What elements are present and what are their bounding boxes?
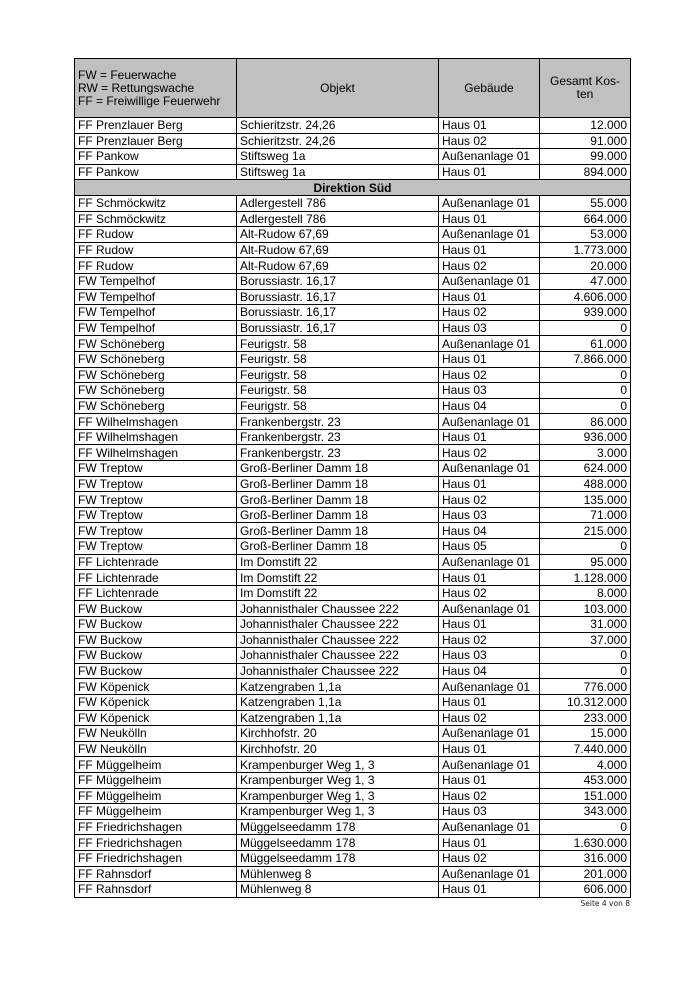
table-row — [75, 850, 631, 866]
table-row — [75, 351, 631, 367]
cell-wache: FF Lichtenrade — [75, 570, 237, 586]
table-row — [75, 211, 631, 227]
cell-kosten: 151.000 — [540, 788, 631, 804]
cell-wache: FF Wilhelmshagen — [75, 429, 237, 445]
page-number: Seite 4 von 8 — [580, 899, 630, 908]
cell-gebaeude: Haus 01 — [439, 882, 540, 898]
header-objekt: Objekt — [237, 59, 439, 118]
cell-wache: FW Buckow — [75, 601, 237, 617]
table-row — [75, 819, 631, 835]
cell-gebaeude: Außenanlage 01 — [439, 819, 540, 835]
cell-wache: FF Pankow — [75, 164, 237, 180]
table-row — [75, 694, 631, 710]
table-row — [75, 726, 631, 742]
cell-objekt: Im Domstift 22 — [237, 554, 439, 570]
cell-gebaeude: Haus 03 — [439, 320, 540, 336]
cell-objekt: Groß-Berliner Damm 18 — [237, 507, 439, 523]
cell-objekt: Johannisthaler Chaussee 222 — [237, 617, 439, 633]
cell-wache: FW Treptow — [75, 539, 237, 555]
cell-wache: FF Pankow — [75, 149, 237, 165]
cell-wache: FF Lichtenrade — [75, 554, 237, 570]
cell-wache: FF Friedrichshagen — [75, 850, 237, 866]
cell-kosten: 0 — [540, 539, 631, 555]
cell-kosten: 1.773.000 — [540, 242, 631, 258]
cell-objekt: Stiftsweg 1a — [237, 164, 439, 180]
cell-kosten: 664.000 — [540, 211, 631, 227]
cell-kosten: 0 — [540, 663, 631, 679]
cell-objekt: Borussiastr. 16,17 — [237, 305, 439, 321]
cell-objekt: Johannisthaler Chaussee 222 — [237, 663, 439, 679]
cell-wache: FF Rahnsdorf — [75, 866, 237, 882]
cell-wache: FW Treptow — [75, 476, 237, 492]
cell-objekt: Adlergestell 786 — [237, 195, 439, 211]
cell-wache: FF Müggelheim — [75, 772, 237, 788]
cell-wache: FF Rahnsdorf — [75, 882, 237, 898]
cell-kosten: 201.000 — [540, 866, 631, 882]
cell-gebaeude: Haus 02 — [439, 133, 540, 149]
cell-gebaeude: Außenanlage 01 — [439, 149, 540, 165]
cell-gebaeude: Außenanlage 01 — [439, 273, 540, 289]
cell-objekt: Adlergestell 786 — [237, 211, 439, 227]
cell-wache: FF Schmöckwitz — [75, 195, 237, 211]
cell-objekt: Müggelseedamm 178 — [237, 850, 439, 866]
cell-gebaeude: Außenanlage 01 — [439, 336, 540, 352]
table-row — [75, 476, 631, 492]
cell-objekt: Feurigstr. 58 — [237, 336, 439, 352]
cell-kosten: 86.000 — [540, 414, 631, 430]
cell-objekt: Groß-Berliner Damm 18 — [237, 476, 439, 492]
cell-gebaeude: Haus 01 — [439, 429, 540, 445]
cell-gebaeude: Haus 02 — [439, 258, 540, 274]
table-row — [75, 336, 631, 352]
cell-wache: FF Prenzlauer Berg — [75, 133, 237, 149]
cell-objekt: Krampenburger Weg 1, 3 — [237, 804, 439, 820]
cell-gebaeude: Außenanlage 01 — [439, 227, 540, 243]
cell-kosten: 624.000 — [540, 461, 631, 477]
cell-objekt: Im Domstift 22 — [237, 585, 439, 601]
table-row — [75, 164, 631, 180]
table-row — [75, 118, 631, 134]
cell-kosten: 15.000 — [540, 726, 631, 742]
cell-wache: FW Treptow — [75, 492, 237, 508]
cell-gebaeude: Haus 04 — [439, 663, 540, 679]
cell-objekt: Müggelseedamm 178 — [237, 835, 439, 851]
header-legend — [75, 59, 237, 118]
cell-objekt: Johannisthaler Chaussee 222 — [237, 601, 439, 617]
cell-gebaeude: Haus 01 — [439, 242, 540, 258]
cell-wache: FF Schmöckwitz — [75, 211, 237, 227]
cell-objekt: Groß-Berliner Damm 18 — [237, 492, 439, 508]
cell-objekt: Groß-Berliner Damm 18 — [237, 523, 439, 539]
cell-kosten: 0 — [540, 367, 631, 383]
table-row — [75, 866, 631, 882]
cell-objekt: Kirchhofstr. 20 — [237, 726, 439, 742]
cell-wache: FF Müggelheim — [75, 804, 237, 820]
table-row — [75, 461, 631, 477]
cell-gebaeude: Außenanlage 01 — [439, 601, 540, 617]
cell-gebaeude: Haus 04 — [439, 523, 540, 539]
cell-kosten: 12.000 — [540, 118, 631, 134]
cell-kosten: 936.000 — [540, 429, 631, 445]
cell-wache: FF Rudow — [75, 227, 237, 243]
cell-gebaeude: Außenanlage 01 — [439, 554, 540, 570]
cell-gebaeude: Außenanlage 01 — [439, 726, 540, 742]
cell-objekt: Feurigstr. 58 — [237, 383, 439, 399]
cell-gebaeude: Außenanlage 01 — [439, 757, 540, 773]
cell-objekt: Krampenburger Weg 1, 3 — [237, 757, 439, 773]
table-row — [75, 320, 631, 336]
cell-wache: FW Tempelhof — [75, 320, 237, 336]
cell-kosten: 606.000 — [540, 882, 631, 898]
cell-gebaeude: Haus 02 — [439, 492, 540, 508]
cell-objekt: Schieritzstr. 24,26 — [237, 133, 439, 149]
legend-line-ff: FF = Freiwillige Feuerwehr — [78, 93, 221, 108]
cell-wache: FW Neukölln — [75, 741, 237, 757]
cell-kosten: 0 — [540, 819, 631, 835]
table-row — [75, 273, 631, 289]
cell-gebaeude: Haus 02 — [439, 632, 540, 648]
cell-wache: FF Prenzlauer Berg — [75, 118, 237, 134]
cell-kosten: 0 — [540, 383, 631, 399]
section-header-row — [75, 180, 631, 196]
cell-wache: FW Buckow — [75, 632, 237, 648]
table-row — [75, 227, 631, 243]
table-row — [75, 617, 631, 633]
table-row — [75, 367, 631, 383]
table-header-row — [75, 59, 631, 118]
cell-gebaeude: Haus 01 — [439, 772, 540, 788]
cell-gebaeude: Haus 02 — [439, 585, 540, 601]
cell-objekt: Groß-Berliner Damm 18 — [237, 539, 439, 555]
cell-objekt: Katzengraben 1,1a — [237, 710, 439, 726]
cell-kosten: 7.440.000 — [540, 741, 631, 757]
cell-kosten: 135.000 — [540, 492, 631, 508]
cell-kosten: 939.000 — [540, 305, 631, 321]
table-row — [75, 492, 631, 508]
header-kosten: Gesamt Kos-ten — [540, 59, 631, 118]
cell-gebaeude: Haus 01 — [439, 570, 540, 586]
table-row — [75, 289, 631, 305]
cell-gebaeude: Außenanlage 01 — [439, 461, 540, 477]
cell-wache: FF Müggelheim — [75, 788, 237, 804]
table-row — [75, 757, 631, 773]
table-row — [75, 539, 631, 555]
table-row — [75, 663, 631, 679]
cell-objekt: Frankenbergstr. 23 — [237, 445, 439, 461]
table-row — [75, 601, 631, 617]
table-row — [75, 507, 631, 523]
cell-kosten: 55.000 — [540, 195, 631, 211]
cell-gebaeude: Haus 03 — [439, 383, 540, 399]
cell-wache: FF Wilhelmshagen — [75, 414, 237, 430]
cell-gebaeude: Haus 02 — [439, 710, 540, 726]
cell-objekt: Borussiastr. 16,17 — [237, 320, 439, 336]
cell-wache: FF Friedrichshagen — [75, 819, 237, 835]
cell-objekt: Kirchhofstr. 20 — [237, 741, 439, 757]
cell-kosten: 47.000 — [540, 273, 631, 289]
cell-kosten: 1.128.000 — [540, 570, 631, 586]
cell-kosten: 99.000 — [540, 149, 631, 165]
cell-wache: FW Schöneberg — [75, 383, 237, 399]
cell-wache: FW Buckow — [75, 617, 237, 633]
cell-gebaeude: Haus 01 — [439, 351, 540, 367]
cell-kosten: 1.630.000 — [540, 835, 631, 851]
cell-kosten: 103.000 — [540, 601, 631, 617]
cell-objekt: Katzengraben 1,1a — [237, 679, 439, 695]
cell-objekt: Feurigstr. 58 — [237, 367, 439, 383]
cell-kosten: 776.000 — [540, 679, 631, 695]
table-row — [75, 788, 631, 804]
cell-gebaeude: Haus 03 — [439, 507, 540, 523]
cell-wache: FW Schöneberg — [75, 398, 237, 414]
cell-wache: FF Rudow — [75, 258, 237, 274]
cell-gebaeude: Haus 01 — [439, 476, 540, 492]
cell-kosten: 53.000 — [540, 227, 631, 243]
cell-wache: FF Müggelheim — [75, 757, 237, 773]
cell-objekt: Mühlenweg 8 — [237, 882, 439, 898]
cell-wache: FW Buckow — [75, 648, 237, 664]
cell-kosten: 10.312.000 — [540, 694, 631, 710]
cell-gebaeude: Haus 02 — [439, 445, 540, 461]
cell-objekt: Frankenbergstr. 23 — [237, 429, 439, 445]
table-row — [75, 523, 631, 539]
table-row — [75, 258, 631, 274]
cell-gebaeude: Haus 02 — [439, 850, 540, 866]
cell-wache: FW Tempelhof — [75, 289, 237, 305]
cell-objekt: Krampenburger Weg 1, 3 — [237, 788, 439, 804]
table-row — [75, 632, 631, 648]
cell-objekt: Katzengraben 1,1a — [237, 694, 439, 710]
cell-kosten: 20.000 — [540, 258, 631, 274]
cell-objekt: Feurigstr. 58 — [237, 351, 439, 367]
cell-wache: FW Neukölln — [75, 726, 237, 742]
cell-kosten: 215.000 — [540, 523, 631, 539]
cell-objekt: Frankenbergstr. 23 — [237, 414, 439, 430]
cell-gebaeude: Außenanlage 01 — [439, 195, 540, 211]
cell-kosten: 95.000 — [540, 554, 631, 570]
table-row — [75, 648, 631, 664]
cell-gebaeude: Haus 03 — [439, 804, 540, 820]
cell-kosten: 91.000 — [540, 133, 631, 149]
cell-kosten: 453.000 — [540, 772, 631, 788]
cell-objekt: Alt-Rudow 67,69 — [237, 258, 439, 274]
cell-objekt: Johannisthaler Chaussee 222 — [237, 648, 439, 664]
cell-gebaeude: Haus 01 — [439, 289, 540, 305]
cell-gebaeude: Haus 03 — [439, 648, 540, 664]
table-row — [75, 554, 631, 570]
cell-gebaeude: Haus 01 — [439, 694, 540, 710]
cell-wache: FW Buckow — [75, 663, 237, 679]
cell-gebaeude: Außenanlage 01 — [439, 866, 540, 882]
table-row — [75, 398, 631, 414]
cell-gebaeude: Haus 01 — [439, 741, 540, 757]
cell-kosten: 71.000 — [540, 507, 631, 523]
table-row — [75, 882, 631, 898]
table-row — [75, 445, 631, 461]
cell-objekt: Müggelseedamm 178 — [237, 819, 439, 835]
cell-gebaeude: Haus 01 — [439, 835, 540, 851]
table-row — [75, 383, 631, 399]
table-row — [75, 195, 631, 211]
cell-wache: FW Tempelhof — [75, 305, 237, 321]
table-row — [75, 414, 631, 430]
cell-objekt: Borussiastr. 16,17 — [237, 273, 439, 289]
table-row — [75, 149, 631, 165]
cell-wache: FW Schöneberg — [75, 367, 237, 383]
cell-objekt: Stiftsweg 1a — [237, 149, 439, 165]
cell-gebaeude: Haus 01 — [439, 617, 540, 633]
cell-objekt: Groß-Berliner Damm 18 — [237, 461, 439, 477]
cell-objekt: Borussiastr. 16,17 — [237, 289, 439, 305]
cell-kosten: 4.606.000 — [540, 289, 631, 305]
cell-kosten: 3.000 — [540, 445, 631, 461]
cell-wache: FF Friedrichshagen — [75, 835, 237, 851]
cell-objekt: Schieritzstr. 24,26 — [237, 118, 439, 134]
header-gebaeude: Gebäude — [439, 59, 540, 118]
cell-kosten: 316.000 — [540, 850, 631, 866]
cell-wache: FF Wilhelmshagen — [75, 445, 237, 461]
cell-objekt: Johannisthaler Chaussee 222 — [237, 632, 439, 648]
cell-wache: FW Treptow — [75, 523, 237, 539]
cell-gebaeude: Haus 02 — [439, 367, 540, 383]
table-row — [75, 133, 631, 149]
cell-kosten: 61.000 — [540, 336, 631, 352]
table-row — [75, 679, 631, 695]
cell-kosten: 894.000 — [540, 164, 631, 180]
cell-kosten: 31.000 — [540, 617, 631, 633]
cell-kosten: 488.000 — [540, 476, 631, 492]
cell-wache: FW Treptow — [75, 461, 237, 477]
table-row — [75, 570, 631, 586]
cell-wache: FW Schöneberg — [75, 336, 237, 352]
cell-kosten: 37.000 — [540, 632, 631, 648]
cell-wache: FW Schöneberg — [75, 351, 237, 367]
cell-wache: FW Köpenick — [75, 694, 237, 710]
cell-kosten: 8.000 — [540, 585, 631, 601]
cell-gebaeude: Haus 01 — [439, 164, 540, 180]
table-row — [75, 804, 631, 820]
table-row — [75, 429, 631, 445]
table-row — [75, 585, 631, 601]
cell-gebaeude: Außenanlage 01 — [439, 414, 540, 430]
legend-line-rw: RW = Rettungswache — [78, 80, 195, 95]
table-row — [75, 710, 631, 726]
section-title: Direktion Süd — [75, 180, 631, 196]
cell-objekt: Im Domstift 22 — [237, 570, 439, 586]
cell-gebaeude: Haus 02 — [439, 788, 540, 804]
cell-objekt: Feurigstr. 58 — [237, 398, 439, 414]
cell-kosten: 0 — [540, 320, 631, 336]
cell-kosten: 0 — [540, 398, 631, 414]
cell-kosten: 233.000 — [540, 710, 631, 726]
cell-gebaeude: Haus 01 — [439, 211, 540, 227]
cell-objekt: Alt-Rudow 67,69 — [237, 242, 439, 258]
table-row — [75, 741, 631, 757]
cell-objekt: Mühlenweg 8 — [237, 866, 439, 882]
cell-objekt: Krampenburger Weg 1, 3 — [237, 772, 439, 788]
cell-gebaeude: Außenanlage 01 — [439, 679, 540, 695]
table-body — [75, 118, 631, 898]
cell-objekt: Alt-Rudow 67,69 — [237, 227, 439, 243]
table-row — [75, 242, 631, 258]
cell-kosten: 343.000 — [540, 804, 631, 820]
cell-wache: FW Treptow — [75, 507, 237, 523]
cell-wache: FW Tempelhof — [75, 273, 237, 289]
cell-gebaeude: Haus 01 — [439, 118, 540, 134]
cell-kosten: 4.000 — [540, 757, 631, 773]
cell-wache: FW Köpenick — [75, 710, 237, 726]
cell-gebaeude: Haus 04 — [439, 398, 540, 414]
cell-kosten: 0 — [540, 648, 631, 664]
cell-wache: FW Köpenick — [75, 679, 237, 695]
legend-line-fw: FW = Feuerwache — [78, 67, 177, 82]
cell-gebaeude: Haus 05 — [439, 539, 540, 555]
cell-wache: FF Lichtenrade — [75, 585, 237, 601]
cost-table — [74, 58, 631, 898]
table-row — [75, 305, 631, 321]
table-row — [75, 772, 631, 788]
cell-gebaeude: Haus 02 — [439, 305, 540, 321]
cell-wache: FF Rudow — [75, 242, 237, 258]
cell-kosten: 7.866.000 — [540, 351, 631, 367]
table-row — [75, 835, 631, 851]
